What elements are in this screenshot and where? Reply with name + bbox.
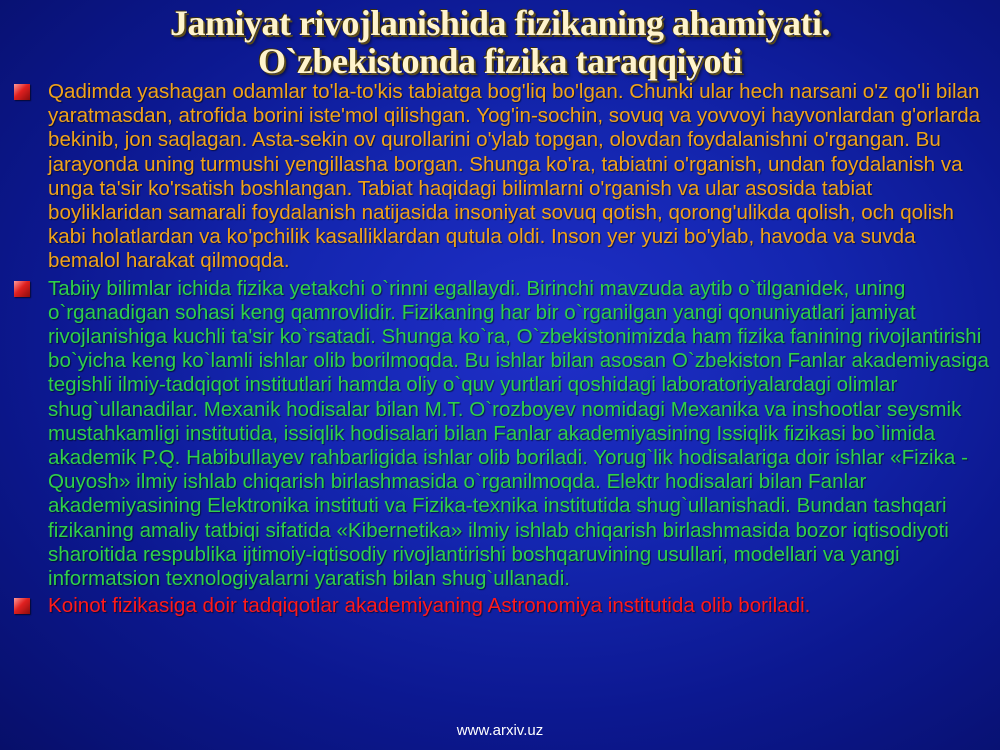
bullet-item-3 xyxy=(12,594,992,618)
bullet-text-3: Koinot fizikasiga doir tadqiqotlar akademiyaning Astronomiya institutida olib boriladi. xyxy=(48,594,811,618)
bullet-item-1 xyxy=(12,80,992,274)
footer-watermark-url: www.arxiv.uz xyxy=(456,722,544,739)
slide-title-line-2: O`zbekistonda fizika taraqqiyoti xyxy=(257,41,743,81)
red-square-bullet-icon xyxy=(14,281,30,297)
bullet-item-2 xyxy=(12,277,992,592)
bullet-text-1: Qadimda yashagan odamlar to'la-to'kis tabiatga bog'liq bo'lgan. Chunki ular hech narsani o'z qo'li bilan yaratmasdan, atrofida borini iste'mol qilishgan. Yog'in-sochin, sovuq va yovvoyi hayvonlardan g'orlarda bekinib, jon saqlagan. Asta-sekin ov qurollarini o'ylab topgan, olovdan foydalanishni o'rgangan. Bu jarayonda uning turmushi yengillasha borgan. Shunga ko'ra, tabiatni o'rganish, undan foydalanish va unga ta'sir ko'rsatish boshlangan. Tabiat haqidagi bilimlarni o'rganish va ular asosida tabiat boyliklaridan samarali foydalanish natijasida insoniyat sovuq qotish, qorong'ulikda qolish, och qolish kabi holatlardan va ko'pchilik kasalliklardan qutula oldi. Inson yer yuzi bo'ylab, havoda va suvda bemalol harakat qilmoqda. xyxy=(48,80,981,273)
bullet-list xyxy=(12,80,992,618)
red-square-bullet-icon xyxy=(14,84,30,100)
bullet-text-2: Tabiiy bilimlar ichida fizika yetakchi o`rinni egallaydi. Birinchi mavzuda aytib o`tilganidek, uning o`rganadigan sohasi keng qamrovlidir. Fizikaning har bir o`rganilgan yangi qonuniyatlari jamiyat rivojlanishiga kuchli ta'sir ko`rsatadi. Shunga ko`ra, O`zbekistonimizda ham fizika fanining rivojlantirishi bo`yicha keng ko`lamli ishlar olib borilmoqda. Bu ishlar bilan asosan O`zbekiston Fanlar akademiyasiga tegishli ilmiy-tadqiqot institutlari hamda oliy o`quv yurtlari qoshidagi laboratoriyalardagi olimlar shug`ullanadilar. Mexanik hodisalar bilan M.T. O`rozboyev nomidagi Mexanika va inshootlar seysmik mustahkamligi institutida, issiqlik hodisalari bilan Fanlar akademiyasining Issiqlik fizikasi bo`limida akademik P.Q. Habibullayev rahbarligida ishlar olib boriladi. Yorug`lik hodisalariga doir ishlar «Fizika - Quyosh» ilmiy ishlab chiqarish birlashmasida o`rganilmoqda. Elektr hodisalari bilan Fanlar akademiyasining Elektronika instituti va Fizika-texnika institutida shug`ullanishadi. Bundan tashqari fizikaning amaliy tatbiqi sifatida «Kibernetika» ilmiy ishlab chiqarish birlashmasida bozor iqtisodiyoti sharoitida respublika ijtimoiy-iqtisodiy rivojlantirishi boshqaruvining usullari, modellari va yangi informatsion texnologiyalarni yaratish bilan shug`ullanadi. xyxy=(48,276,989,591)
slide-title xyxy=(0,4,1000,80)
red-square-bullet-icon xyxy=(14,598,30,614)
slide-title-line-1: Jamiyat rivojlanishida fizikaning ahamiyati. xyxy=(169,3,831,43)
